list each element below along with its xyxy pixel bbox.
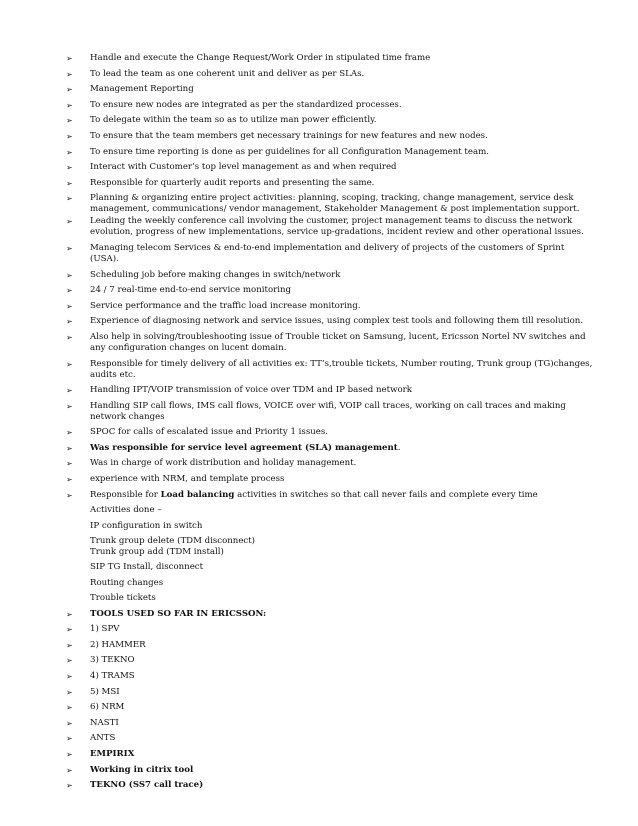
list-item-text: [90, 490, 594, 501]
arrowhead-bullet-icon: ➢: [66, 687, 73, 697]
arrowhead-bullet-icon: ➢: [66, 332, 73, 342]
list-item: [66, 749, 594, 760]
arrowhead-bullet-icon: ➢: [66, 386, 73, 396]
arrowhead-bullet-icon: ➢: [66, 609, 73, 619]
arrowhead-bullet-icon: ➢: [66, 147, 73, 157]
list-item-text: [90, 100, 594, 111]
list-item: [66, 458, 594, 469]
list-item: [66, 84, 594, 95]
list-item-text: [90, 718, 594, 729]
list-item-text: [90, 655, 594, 666]
arrowhead-bullet-icon: ➢: [66, 656, 73, 666]
list-item-text: [90, 270, 594, 281]
list-item: [66, 443, 594, 454]
list-item-text: [90, 359, 594, 381]
list-item-text: [90, 474, 594, 485]
list-item: [66, 687, 594, 698]
activity-line: Trunk group add (TDM install): [90, 547, 224, 558]
item-text: Management Reporting: [90, 84, 194, 95]
item-text: Was in charge of work distribution and holiday management.: [90, 458, 357, 469]
arrowhead-bullet-icon: ➢: [66, 703, 73, 713]
item-text: Handling IPT/VOIP transmission of voice over TDM and IP based network: [90, 385, 412, 396]
item-text: Handling SIP call flows, IMS call flows, VOICE over wifi, VOIP call traces, working on call traces and making network changes: [90, 400, 566, 422]
list-item-text: [90, 749, 594, 760]
list-item: [66, 301, 594, 312]
list-item: [66, 474, 594, 485]
arrowhead-bullet-icon: ➢: [66, 781, 73, 791]
activity-line: IP configuration in switch: [90, 520, 203, 531]
item-text: experience with NRM, and template process: [90, 474, 285, 485]
item-text: Service performance and the traffic load increase monitoring.: [90, 300, 361, 311]
list-item: [66, 733, 594, 744]
item-text: 24 / 7 real-time end-to-end service monitoring: [90, 285, 292, 296]
activity-line: Routing changes: [90, 577, 164, 588]
arrowhead-bullet-icon: ➢: [66, 459, 73, 469]
arrowhead-bullet-icon: ➢: [66, 718, 73, 728]
arrowhead-bullet-icon: ➢: [66, 671, 73, 681]
arrowhead-bullet-icon: ➢: [66, 54, 73, 63]
list-item-text: [90, 733, 594, 744]
list-item: [66, 115, 594, 126]
bold-text: TEKNO (SS7 call trace): [90, 780, 204, 791]
item-text: To ensure time reporting is done as per guidelines for all Configuration Management team.: [90, 146, 489, 157]
list-item: [66, 655, 594, 666]
list-item: [66, 162, 594, 173]
list-item: [66, 359, 594, 381]
list-item-text: [90, 216, 594, 238]
item-text: Managing telecom Services & end-to-end implementation and delivery of projects of the customers of Sprint (USA).: [90, 242, 565, 264]
list-item: [66, 53, 594, 64]
list-item-text: [90, 640, 594, 651]
list-item: [66, 131, 594, 142]
list-item-text: [90, 687, 594, 698]
item-text: Handle and execute the Change Request/Work Order in stipulated time frame: [90, 53, 431, 63]
list-item: [66, 624, 594, 635]
list-item: [66, 69, 594, 80]
arrowhead-bullet-icon: ➢: [66, 116, 73, 126]
arrowhead-bullet-icon: ➢: [66, 428, 73, 438]
list-item: [66, 332, 594, 354]
list-item-text: [90, 178, 594, 189]
item-text: 4) TRAMS: [90, 670, 135, 681]
item-text: activities in switches so that call never fails and complete every time: [234, 489, 538, 500]
list-item-text: [90, 332, 594, 354]
arrowhead-bullet-icon: ➢: [66, 640, 73, 650]
list-item-text: [90, 671, 594, 682]
list-item: [66, 270, 594, 281]
arrowhead-bullet-icon: ➢: [66, 490, 73, 500]
item-text: Planning & organizing entire project activities: planning, scoping, tracking, change management, service desk management, communications/ vendor management, Stakeholder Management & post implementation support.: [90, 193, 580, 215]
arrowhead-bullet-icon: ➢: [66, 69, 73, 79]
item-text: Experience of diagnosing network and service issues, using complex test tools and following them till resolution.: [90, 316, 584, 327]
list-item: [66, 216, 594, 238]
item-text: NASTI: [90, 717, 119, 728]
list-item: [66, 178, 594, 189]
list-item: [66, 385, 594, 396]
list-item-text: [90, 609, 594, 620]
arrowhead-bullet-icon: ➢: [66, 317, 73, 327]
arrowhead-bullet-icon: ➢: [66, 734, 73, 744]
item-text: .: [397, 442, 401, 453]
list-item: [66, 193, 594, 215]
arrowhead-bullet-icon: ➢: [66, 243, 73, 253]
list-item: [66, 640, 594, 651]
list-item-text: [90, 385, 594, 396]
arrowhead-bullet-icon: ➢: [66, 270, 73, 280]
activity-line: Trouble tickets: [90, 593, 156, 604]
item-text: Scheduling job before making changes in switch/network: [90, 269, 341, 280]
bold-text: TOOLS USED SO FAR IN ERICSSON:: [90, 608, 267, 619]
item-text: To lead the team as one coherent unit and deliver as per SLAs.: [90, 68, 365, 79]
bold-text: EMPIRIX: [90, 748, 135, 759]
list-item: [66, 765, 594, 776]
arrowhead-bullet-icon: ➢: [66, 443, 73, 453]
item-text: Responsible for timely delivery of all activities ex: TT’s,trouble tickets, Number routing, Trunk group (TG)changes, audits etc.: [90, 358, 593, 380]
item-text: 3) TEKNO: [90, 655, 135, 666]
list-item: [66, 780, 594, 791]
item-text: To delegate within the team so as to utilize man power efficiently.: [90, 115, 377, 126]
item-text: To ensure new nodes are integrated as per the standardized processes.: [90, 99, 402, 110]
list-item-text: [90, 193, 594, 215]
list-item-text: [90, 624, 594, 635]
list-item: [66, 490, 594, 501]
arrowhead-bullet-icon: ➢: [66, 401, 73, 411]
item-text: 6) NRM: [90, 702, 125, 713]
arrowhead-bullet-icon: ➢: [66, 178, 73, 188]
item-text: Responsible for: [90, 489, 161, 500]
list-item: [66, 401, 594, 423]
list-item: [66, 718, 594, 729]
arrowhead-bullet-icon: ➢: [66, 217, 73, 227]
arrowhead-bullet-icon: ➢: [66, 85, 73, 95]
bullet-list: [66, 53, 594, 796]
list-item: [66, 285, 594, 296]
list-item: [66, 100, 594, 111]
item-text: Leading the weekly conference call involving the customer, project management teams to discuss the network evolution, progress of new implementations, service up-gradations, incident review and other operational issues.: [90, 216, 584, 238]
list-item-text: [90, 780, 594, 791]
arrowhead-bullet-icon: ➢: [66, 765, 73, 775]
arrowhead-bullet-icon: ➢: [66, 359, 73, 369]
list-item-text: [90, 243, 594, 265]
list-item-text: [90, 285, 594, 296]
list-item: [66, 243, 594, 265]
item-text: To ensure that the team members get necessary trainings for new features and new nodes.: [90, 130, 488, 141]
list-item-text: [90, 69, 594, 80]
list-item: [66, 427, 594, 438]
list-item-text: [90, 147, 594, 158]
list-item-text: [90, 162, 594, 173]
arrowhead-bullet-icon: ➢: [66, 131, 73, 141]
list-item: [66, 702, 594, 713]
bold-text: Was responsible for service level agreement (SLA) management: [90, 442, 398, 453]
list-item-text: [90, 401, 594, 423]
list-item-text: [90, 115, 594, 126]
bold-text: Working in citrix tool: [90, 764, 194, 775]
activity-line: Activities done –: [90, 505, 162, 516]
arrowhead-bullet-icon: ➢: [66, 749, 73, 759]
item-text: 5) MSI: [90, 686, 120, 697]
arrowhead-bullet-icon: ➢: [66, 625, 73, 635]
activity-line: SIP TG Install, disconnect: [90, 562, 204, 573]
list-item-text: [90, 427, 594, 438]
arrowhead-bullet-icon: ➢: [66, 286, 73, 296]
list-item-text: [90, 131, 594, 142]
item-text: SPOC for calls of escalated issue and Priority 1 issues.: [90, 427, 329, 438]
list-item-text: [90, 443, 594, 454]
list-item-text: [90, 458, 594, 469]
list-item-text: [90, 301, 594, 312]
list-item: [66, 609, 594, 620]
item-text: ANTS: [90, 733, 116, 744]
item-text: Interact with Customer’s top level management as and when required: [90, 162, 397, 173]
list-item: [66, 671, 594, 682]
item-text: Responsible for quarterly audit reports and presenting the same.: [90, 177, 375, 188]
list-item-text: [90, 702, 594, 713]
arrowhead-bullet-icon: ➢: [66, 475, 73, 485]
list-item: [66, 147, 594, 158]
arrowhead-bullet-icon: ➢: [66, 301, 73, 311]
activity-line: Trunk group delete (TDM disconnect): [90, 536, 256, 547]
item-text: Also help in solving/troubleshooting issue of Trouble ticket on Samsung, lucent, Ericsson Nortel NV switches and any configuration changes on lucent domain.: [90, 331, 586, 353]
arrowhead-bullet-icon: ➢: [66, 100, 73, 110]
list-item-text: [90, 53, 594, 64]
item-text: 1) SPV: [90, 624, 120, 635]
bold-text: Load balancing: [160, 489, 235, 500]
list-item-text: [90, 316, 594, 327]
item-text: 2) HAMMER: [90, 639, 146, 650]
list-item-text: [90, 84, 594, 95]
arrowhead-bullet-icon: ➢: [66, 163, 73, 173]
list-item-text: [90, 765, 594, 776]
list-item: [66, 316, 594, 327]
arrowhead-bullet-icon: ➢: [66, 194, 73, 204]
